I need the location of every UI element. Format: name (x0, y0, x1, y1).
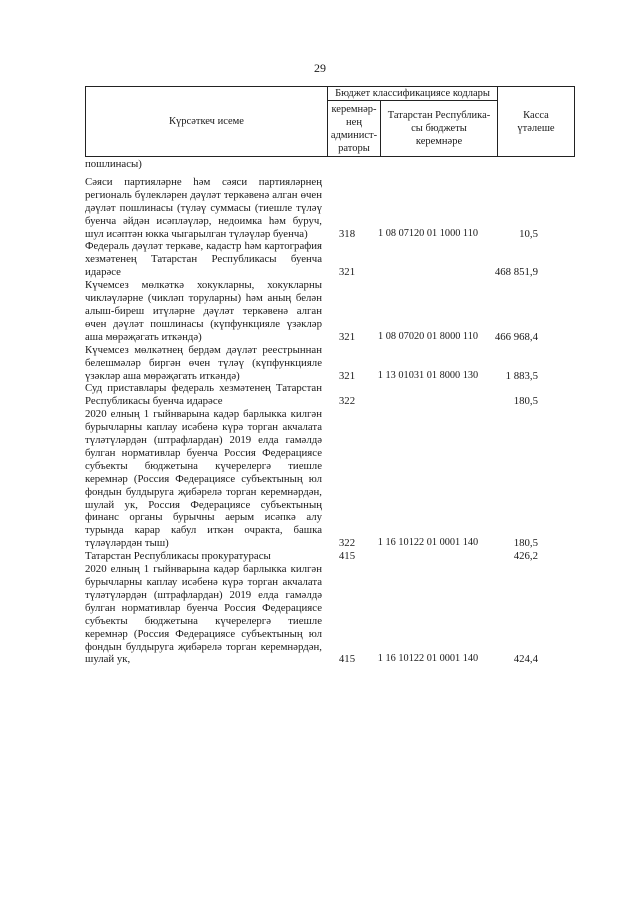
page-number: 29 (314, 61, 326, 75)
table-row: 2020 елның 1 гыйнварына кадәр барлыкка килгән бурычларны каплау исәбенә күрә торган акчалата түләтүләрдән (штрафлардан) 2019 елда гамәлдә булган нормативлар буенча Россия Федерациясе субъекты бюджетына күчерелергә тиешле керемнәр (Россия Федерациясе субъектының юл фондын булдыруга җибәрелә торган керемнәрдән, шулай ук, 415 1 16 10122 01 0001 140 424,4 (85, 563, 538, 666)
table-header (85, 86, 575, 157)
table-row: Татарстан Республикасы прокуратурасы 415 426,2 (85, 550, 538, 563)
header-admin: керемнәр- нең админист- раторы (328, 101, 381, 157)
header-tatarstan-revenue: Татарстан Республика- сы бюджеты керемнәре (381, 101, 498, 157)
table-row: Күчемсез мөлкәткә хокукларны, хокукларны чикләүләрне (чикләп торуларны) һәм аның белән алыш-биреш итүләрне дәүләт теркәвенә алган өчен дәүләт пошлинасы (күпфункцияле үзәкләр аша мөрәҗәгать иткәндә) 321 1 08 07020 01 8000 110 466 968,4 (85, 279, 538, 343)
table-row: Сәяси партияләрне һәм сәяси партияләрнең региональ бүлекләрен дәүләт теркәвенә алган өчен дәүләт пошлинасы (түләү суммасы (тиешле түләү буенча әйдән исәпләүләр, недоимка һәм буруч, шул исәптән юкка чыгарылган түләүләр буенча) 318 1 08 07120 01 1000 110 10,5 (85, 175, 538, 240)
header-indicator: Күрсәткеч исеме (86, 87, 328, 157)
table-row: Суд приставлары федераль хезмәтенең Татарстан Республикасы буенча идарәсе 322 180,5 (85, 382, 538, 408)
table-row: Күчемсез мөлкәтнең бердәм дәүләт реестрыннан белешмәләр биргән өчен түләү (күпфункцияле үзәкләр аша мөрәҗәгать иткәндә) 321 1 13 01031 01 8000 130 1 883,5 (85, 343, 538, 382)
table-row: Федераль дәүләт теркәве, кадастр һәм картография хезмәтенең Татарстан Республикасы буенча идарәсе 321 468 851,9 (85, 240, 538, 279)
table-body (85, 158, 538, 666)
header-kassa: Касса үтәлеше (498, 87, 575, 157)
table-row: 2020 елның 1 гыйнварына кадәр барлыкка килгән бурычларны каплау исәбенә күрә торган акчалата түләтүләрдән (штрафлардан) 2019 елда гамәлдә булган нормативлар буенча Россия Федерациясе субъекты бюджетына күчерелергә тиешле керемнәр (Россия Федерациясе субъектының юл фондын булдыруга җибәрелә торган керемнәрдән, шулай ук, Россия Федерациясе субъектының финанс органы бурычны аерым исәпкә алу турында карар кабул иткән очракта, башка түләүләрдән тыш) 322 1 16 10122 01 0001 140 180,5 (85, 408, 538, 550)
header-budget-classification: Бюджет классификациясе кодлары (328, 87, 498, 101)
table-row: пошлинасы) (85, 158, 142, 170)
